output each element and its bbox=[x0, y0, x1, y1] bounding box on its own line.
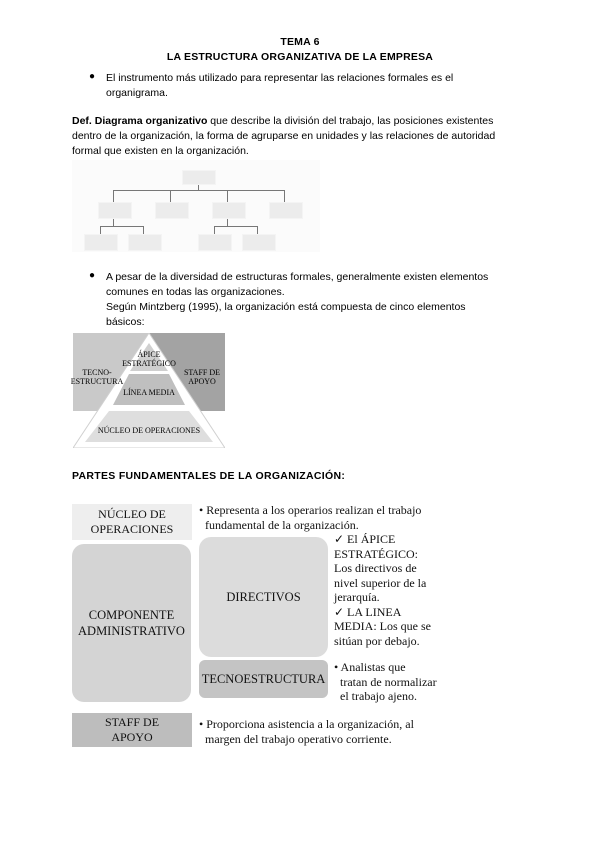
directivos-description: ✓ El ÁPICE ESTRATÉGICO: Los directivos de nivel superior de la jerarquía. ✓ LA LINEA MEDIA: Los que se sitúan por debajo. bbox=[334, 532, 431, 648]
linea-media-label: LÍNEA MEDIA bbox=[123, 388, 175, 397]
bullet1-line2: organigrama. bbox=[106, 87, 168, 99]
definition-text: que describe la división del trabajo, las posiciones existentes bbox=[207, 115, 494, 127]
org-box bbox=[98, 202, 132, 219]
bullet2-line3: Según Mintzberg (1995), la organización está compuesta de cinco elementos bbox=[106, 301, 466, 313]
org-box bbox=[242, 234, 276, 251]
directivos-box: DIRECTIVOS bbox=[199, 537, 328, 657]
org-box-top bbox=[182, 170, 216, 185]
section-title: PARTES FUNDAMENTALES DE LA ORGANIZACIÓN: bbox=[72, 470, 346, 482]
parts-table bbox=[72, 501, 440, 748]
bullet1-line1: El instrumento más utilizado para representar las relaciones formales es el bbox=[106, 72, 454, 84]
nucleo-label: NÚCLEO DE OPERACIONES bbox=[97, 426, 201, 435]
bullet2-line2: comunes en todas las organizaciones. bbox=[106, 286, 285, 298]
apex-label: ÁPICE ESTRATÉGICO bbox=[122, 350, 176, 368]
org-box bbox=[212, 202, 246, 219]
nucleo-box: NÚCLEO DE OPERACIONES bbox=[72, 504, 192, 540]
mintzberg-triangle bbox=[70, 333, 225, 448]
bullet2-line4: básicos: bbox=[106, 316, 145, 328]
staff-description: • Proporciona asistencia a la organización, al margen del trabajo operativo corriente. bbox=[199, 717, 414, 746]
org-box bbox=[84, 234, 118, 251]
org-box bbox=[269, 202, 303, 219]
page-subtitle: LA ESTRUCTURA ORGANIZATIVA DE LA EMPRESA bbox=[166, 51, 434, 63]
definition-term: Def. Diagrama organizativo bbox=[72, 115, 208, 127]
org-box bbox=[128, 234, 162, 251]
nucleo-description: • Representa a los operarios realizan el trabajo fundamental de la organización. bbox=[199, 503, 422, 532]
staff-label: STAFF DE APOYO bbox=[183, 368, 221, 386]
bullet-dot: ● bbox=[89, 71, 96, 82]
bullet2-line1: A pesar de la diversidad de estructuras formales, generalmente existen elementos bbox=[106, 271, 489, 283]
org-chart-diagram bbox=[72, 160, 320, 252]
tecnoestructura-box: TECNOESTRUCTURA bbox=[199, 660, 328, 698]
org-box bbox=[198, 234, 232, 251]
definition-line2: dentro de la organización, la forma de agruparse en unidades y las relaciones de autoridad bbox=[72, 130, 496, 142]
definition-line3: formal que existen en la organización. bbox=[72, 145, 249, 157]
tecnoestructura-description: • Analistas que tratan de normalizar el trabajo ajeno. bbox=[334, 660, 437, 703]
definition-line1 bbox=[72, 114, 493, 129]
componente-administrativo-box: COMPONENTE ADMINISTRATIVO bbox=[72, 544, 191, 702]
page-title: TEMA 6 bbox=[280, 36, 320, 48]
bullet-dot: ● bbox=[89, 270, 96, 281]
tecnoestructura-label: TECNO- ESTRUCTURA bbox=[70, 368, 124, 386]
org-box bbox=[155, 202, 189, 219]
staff-apoyo-box: STAFF DE APOYO bbox=[72, 713, 192, 747]
